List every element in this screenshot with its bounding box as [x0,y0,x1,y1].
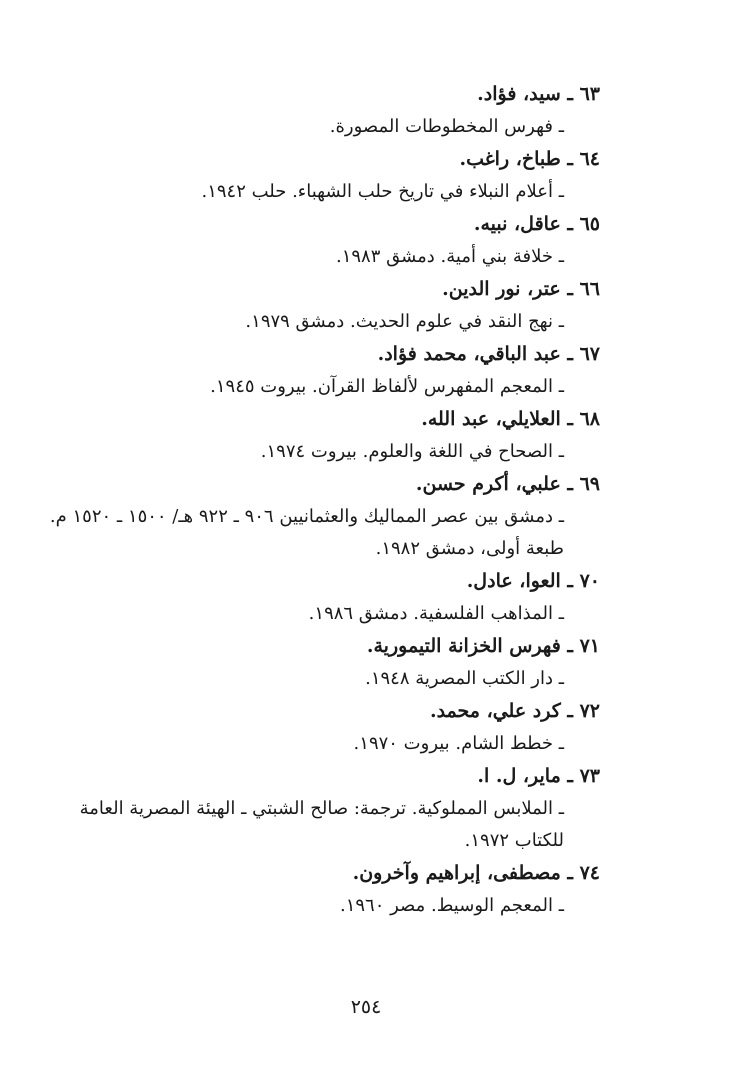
entry-heading: ٧٣ ـ ماير، ل. ا. [477,765,600,787]
entry-heading: ٧١ ـ فهرس الخزانة التيمورية. [366,635,600,657]
entry-detail: ـ المعجم الوسيط. مصر ١٩٦٠. [339,895,564,916]
entry-detail: ـ خلافة بني أمية. دمشق ١٩٨٣. [335,246,564,267]
bibliography-entry [40,78,600,143]
entry-detail: ـ نهج النقد في علوم الحديث. دمشق ١٩٧٩. [245,311,564,332]
entry-heading: ٦٣ ـ سيد، فؤاد. [477,83,600,105]
entry-heading: ٧٢ ـ كرد علي، محمد. [429,700,600,722]
entry-detail: ـ أعلام النبلاء في تاريخ حلب الشهباء. حلب ١٩٤٢. [201,181,564,202]
entry-detail: ـ الصحاح في اللغة والعلوم. بيروت ١٩٧٤. [260,441,564,462]
bibliography-entry [40,695,600,760]
entry-detail: ـ دمشق بين عصر المماليك والعثمانيين ٩٠٦ ـ ٩٢٢ هـ/ ١٥٠٠ ـ ١٥٢٠ م. طبعة أولى، دمشق ١٩٨٢. [49,506,564,559]
entry-heading: ٦٥ ـ عاقل، نبيه. [473,213,600,235]
bibliography-entry [40,857,600,922]
bibliography-entry [40,208,600,273]
bibliography-entry [40,468,600,565]
bibliography-list [40,78,600,922]
entry-detail: ـ دار الكتب المصرية ١٩٤٨. [365,668,564,689]
entry-heading: ٦٩ ـ علبي، أكرم حسن. [415,473,600,495]
entry-heading: ٦٧ ـ عبد الباقي، محمد فؤاد. [377,343,600,365]
entry-detail: ـ المذاهب الفلسفية. دمشق ١٩٨٦. [308,603,564,624]
bibliography-entry [40,273,600,338]
entry-detail: ـ الملابس المملوكية. ترجمة: صالح الشبتي ـ الهيئة المصرية العامة للكتاب ١٩٧٢. [79,798,564,851]
bibliography-entry [40,338,600,403]
entry-heading: ٦٨ ـ العلايلي، عبد الله. [421,408,600,430]
page-number: ٢٥٤ [350,996,382,1018]
entry-heading: ٦٦ ـ عتر، نور الدين. [442,278,600,300]
bibliography-entry [40,630,600,695]
entry-detail: ـ المعجم المفهرس لألفاظ القرآن. بيروت ١٩٤٥. [210,376,564,397]
bibliography-entry [40,760,600,857]
bibliography-entry [40,403,600,468]
entry-heading: ٧٠ ـ العوا، عادل. [466,570,600,592]
entry-heading: ٦٤ ـ طباخ، راغب. [459,148,600,170]
entry-detail: ـ خطط الشام. بيروت ١٩٧٠. [353,733,564,754]
entry-heading: ٧٤ ـ مصطفى، إبراهيم وآخرون. [352,862,600,884]
bibliography-entry [40,565,600,630]
bibliography-entry [40,143,600,208]
entry-detail: ـ فهرس المخطوطات المصورة. [329,116,564,137]
